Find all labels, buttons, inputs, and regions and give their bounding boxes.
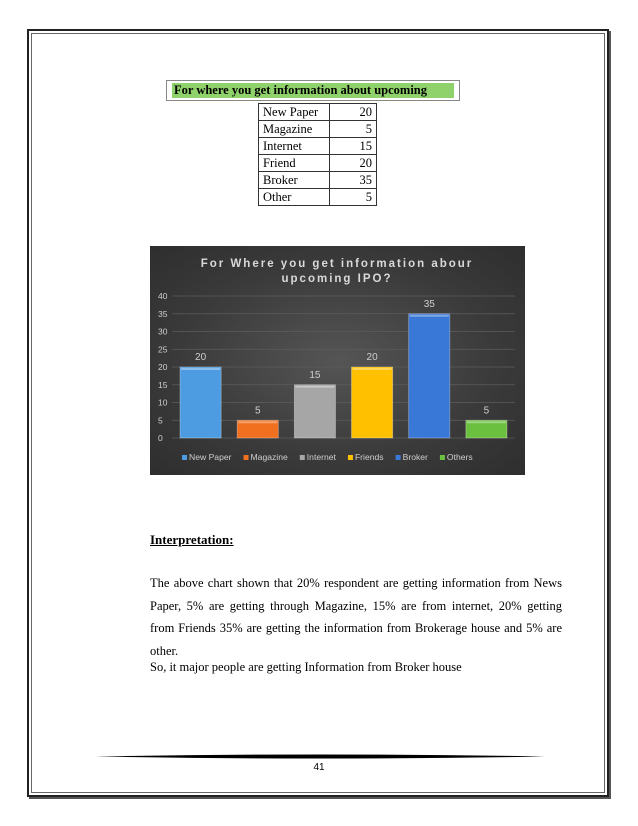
bar-highlight [410,315,449,317]
table-cell-value: 20 [330,155,377,172]
page-number: 41 [313,762,325,773]
legend-label: Magazine [250,452,288,462]
data-label: 20 [195,352,207,363]
legend-label: Others [446,452,473,462]
table-title-box [166,80,460,101]
table-cell-value: 15 [330,138,377,155]
legend-swatch [396,455,401,460]
bar-highlight [353,368,392,370]
source-table [258,103,377,206]
bar-chart [150,246,525,475]
table-row [259,155,377,172]
data-label: 35 [423,298,435,310]
legend-label: New Paper [189,452,232,462]
table-cell-name: Friend [259,155,330,172]
legend-label: Friends [354,452,384,462]
y-tick-label: 40 [158,291,168,301]
table-cell-value: 35 [330,172,377,189]
table-title: For where you get information about upcoming [172,83,454,98]
table-cell-name: New Paper [259,104,330,121]
table-row [259,121,377,138]
legend-swatch [300,455,305,460]
chart-title-line1: For Where you get information abour [200,258,474,270]
table-cell-value: 5 [330,121,377,138]
bar-highlight [181,368,220,370]
bar [180,367,221,438]
data-label: 15 [309,369,321,381]
footer-rule [95,754,545,759]
y-tick-label: 0 [158,433,163,443]
table-cell-name: Broker [259,172,330,189]
table-row [259,172,377,189]
bar [352,367,393,438]
legend-label: Broker [402,452,428,462]
table-row [259,189,377,206]
table-cell-name: Other [259,189,330,206]
y-tick-label: 35 [158,308,168,319]
table-cell-name: Internet [259,138,330,155]
interpretation-paragraph: The above chart shown that 20% respondent are getting information from News Paper, 5% are getting through Magazine, 15% are from internet, 20% getting from Friends 35% are getting the information from Brokerage house and 5% are other. [150,576,562,658]
y-tick-label: 15 [158,379,168,390]
table-row [259,104,377,121]
table-row [259,138,377,155]
data-label: 20 [366,352,378,363]
interpretation-heading: Interpretation: [150,532,234,547]
y-tick-label: 10 [158,397,168,408]
table-cell-value: 20 [330,104,377,121]
interpretation-conclusion: So, it major people are getting Information from Broker house [150,660,462,674]
bar-highlight [295,386,334,388]
legend-swatch [440,455,445,460]
y-tick-label: 30 [158,326,168,337]
data-label: 5 [254,405,261,417]
legend-swatch [244,455,249,460]
bar [409,314,450,438]
table-cell-name: Magazine [259,121,330,138]
legend-label: Internet [306,452,336,462]
legend-swatch [182,455,187,460]
table-cell-value: 5 [330,189,377,206]
y-tick-label: 20 [158,362,168,372]
bar-highlight [467,421,506,423]
bar-highlight [238,421,277,423]
chart-svg [150,246,525,475]
bar [294,385,335,438]
chart-title-line2: upcoming IPO? [281,273,393,285]
y-tick-label: 25 [158,344,168,355]
legend-swatch [348,455,353,460]
y-tick-label: 5 [158,415,163,426]
data-label: 5 [483,405,490,417]
